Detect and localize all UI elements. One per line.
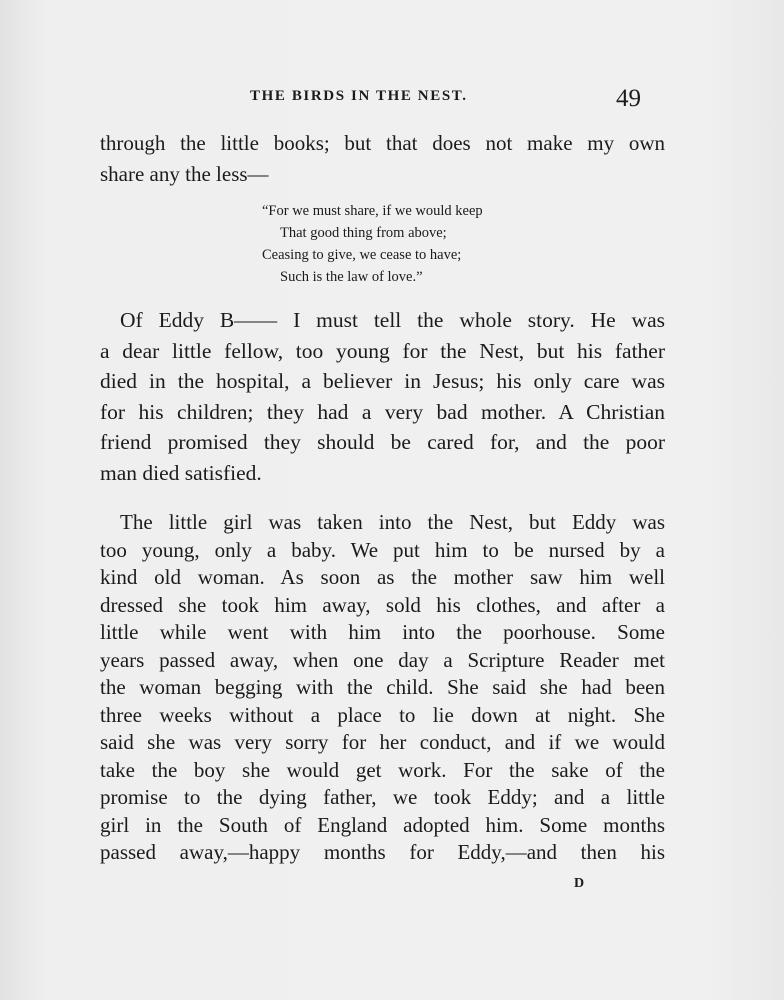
text-line: years passed away, when one day a Scripture Reader met	[100, 647, 665, 672]
text-line: for his children; they had a very bad mother. A Christian	[100, 399, 665, 424]
text-line: three weeks without a place to lie down at night. She	[100, 702, 665, 727]
page-number: 49	[616, 85, 641, 112]
text-line: said she was very sorry for her conduct, and if we would	[100, 730, 665, 754]
text-line: dressed she took him away, sold his clothes, and after a	[100, 592, 665, 617]
text-line: too young, only a baby. We put him to be nursed by a	[100, 537, 665, 562]
paragraph-eddy	[100, 305, 665, 488]
text-line: little while went with him into the poorhouse. Some	[100, 620, 665, 644]
text-line: died in the hospital, a believer in Jesus; his only care was	[100, 369, 665, 393]
text-line: Of Eddy B—— I must tell the whole story. He was	[120, 308, 665, 332]
text-line: the woman begging with the child. She said she had been	[100, 675, 665, 699]
text-line: take the boy she would get work. For the sake of the	[100, 757, 665, 782]
text-line: share any the less—	[100, 161, 269, 186]
paragraph-little-girl	[100, 509, 665, 867]
text-line: friend promised they should be cared for, and the poor	[100, 430, 665, 454]
poem-line: That good thing from above;	[280, 225, 447, 241]
text-line: a dear little fellow, too young for the Nest, but his father	[100, 338, 665, 363]
text-line: passed away,—happy months for Eddy,—and then his	[100, 840, 665, 864]
text-line: girl in the South of England adopted him. Some months	[100, 812, 665, 837]
text-line: through the little books; but that does not make my own	[100, 131, 665, 155]
text-line: man died satisfied.	[100, 460, 262, 485]
text-line: kind old woman. As soon as the mother saw him well	[100, 565, 665, 589]
poem-line: Such is the law of love.”	[280, 269, 423, 285]
text-line: promise to the dying father, we took Eddy; and a little	[100, 785, 665, 809]
paragraph-continued	[100, 128, 665, 189]
running-title: THE BIRDS IN THE NEST.	[250, 88, 468, 104]
poem-line: Ceasing to give, we cease to have;	[262, 247, 462, 263]
poem-quote	[262, 200, 483, 288]
signature-mark: D	[574, 876, 585, 891]
poem-line: “For we must share, if we would keep	[262, 203, 483, 219]
text-line: The little girl was taken into the Nest, but Eddy was	[120, 510, 665, 534]
